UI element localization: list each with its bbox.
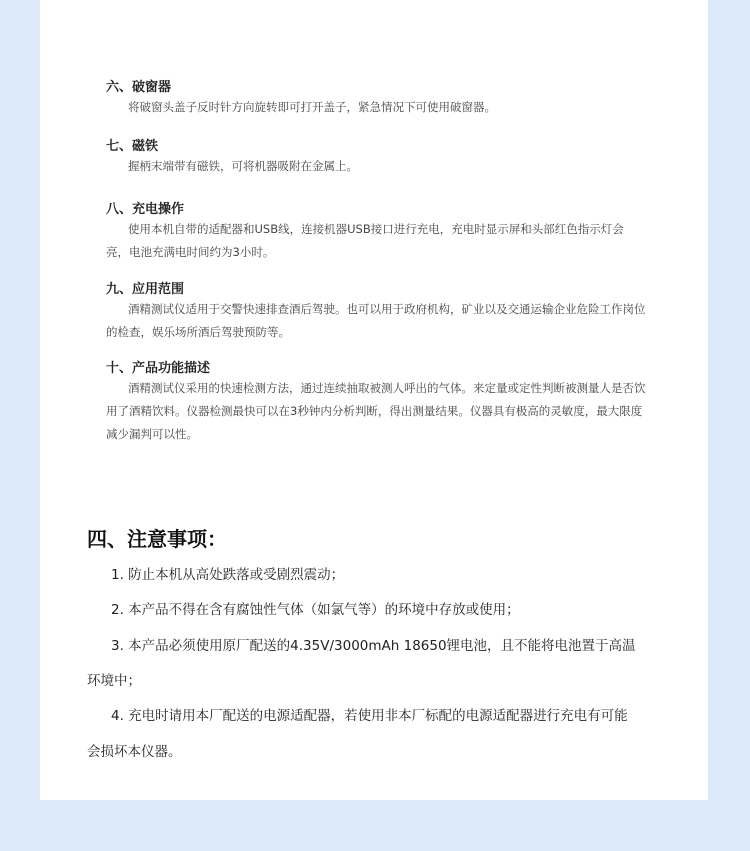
- section-body-magnet: 握柄末端带有磁铁，可将机器吸附在金属上。: [128, 159, 358, 173]
- section-title-function: 十、产品功能描述: [106, 361, 211, 376]
- notice-item-continuation: 环境中；: [87, 673, 141, 689]
- section-body-application: 酒精测试仪适用于交警快速排查酒后驾驶。也可以用于政府机构，矿业以及交通运输企业危险工作岗位的检查，娱乐场所酒后驾驶预防等。: [106, 302, 646, 339]
- section-body-charging: 使用本机自带的适配器和USB线，连接机器USB接口进行充电，充电时显示屏和头部红色指示灯会亮，电池充满电时间约为3小时。: [106, 222, 624, 259]
- section-title-application: 九、应用范围: [106, 282, 185, 297]
- notice-item: 1. 防止本机从高处跌落或受剧烈震动；: [111, 567, 345, 583]
- section-title-charging: 八、充电操作: [106, 202, 185, 217]
- section-title-magnet: 七、磁铁: [106, 139, 159, 154]
- section-body-function: 酒精测试仪采用的快速检测方法，通过连续抽取被测人呼出的气体。来定量或定性判断被测量人是否饮用了酒精饮料。仪器检测最快可以在3秒钟内分析判断，得出测量结果。仪器具有极高的灵敏度，最大限度减少漏判可以性。: [106, 381, 646, 441]
- notice-item: 3. 本产品必须使用原厂配送的4.35V/3000mAh 18650锂电池，且不能将电池置于高温: [111, 638, 636, 654]
- section-title-window-breaker: 六、破窗器: [106, 80, 172, 95]
- notice-item-continuation: 会损坏本仪器。: [87, 744, 182, 760]
- notice-item: 4. 充电时请用本厂配送的电源适配器，若使用非本厂标配的电源适配器进行充电有可能: [111, 708, 628, 724]
- section-body-window-breaker: 将破窗头盖子反时针方向旋转即可打开盖子，紧急情况下可使用破窗器。: [128, 100, 496, 114]
- notice-title: 四、注意事项：: [87, 527, 227, 551]
- notice-item: 2. 本产品不得在含有腐蚀性气体（如氯气等）的环境中存放或使用；: [111, 602, 520, 618]
